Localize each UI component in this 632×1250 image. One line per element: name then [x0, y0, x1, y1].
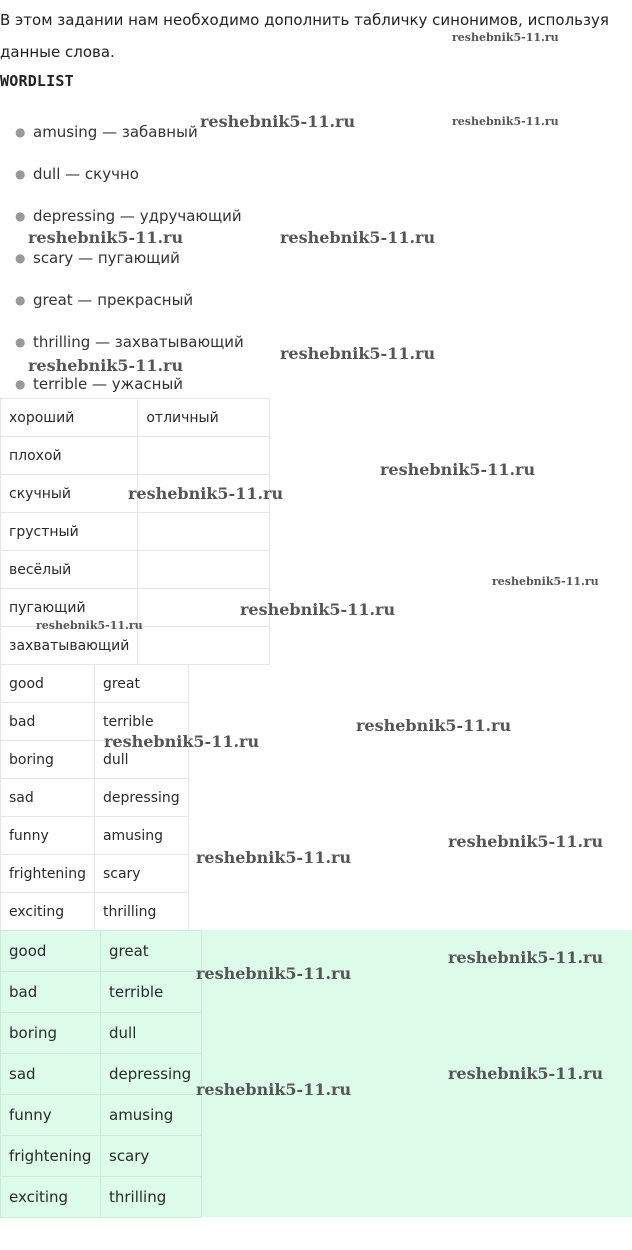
table-row [1, 1095, 202, 1136]
table-row [1, 513, 270, 551]
table-row [1, 627, 270, 665]
watermark: reshebnik5-11.ru [196, 1080, 352, 1099]
table-row [1, 437, 270, 475]
table-cell [138, 437, 270, 475]
table-cell: funny [1, 817, 95, 855]
watermark: reshebnik5-11.ru [28, 228, 184, 247]
table-cell: great [101, 931, 202, 972]
intro-text: В этом задании нам необходимо дополнить табличку синонимов, используя данные слова. [0, 11, 609, 61]
watermark: reshebnik5-11.ru [356, 716, 512, 735]
table-cell: хороший [1, 399, 138, 437]
table-cell: frightening [1, 1136, 101, 1177]
table-cell: sad [1, 1054, 101, 1095]
table-row [1, 972, 202, 1013]
table-cell: scary [94, 855, 188, 893]
wordlist-item-text: amusing — забавный [33, 123, 198, 141]
wordlist-item-text: dull — скучно [33, 165, 139, 183]
table-cell: funny [1, 1095, 101, 1136]
wordlist-item [0, 160, 244, 202]
table-cell: весёлый [1, 551, 138, 589]
bullet-icon: ● [15, 335, 26, 349]
table-cell [138, 513, 270, 551]
bullet-icon: ● [15, 167, 26, 181]
table-cell: отличный [138, 399, 270, 437]
table-cell: грустный [1, 513, 138, 551]
watermark: reshebnik5-11.ru [196, 964, 352, 983]
bullet-icon: ● [15, 377, 26, 391]
table-cell: amusing [94, 817, 188, 855]
wordlist-item [0, 244, 244, 286]
wordlist-item-text: scary — пугающий [33, 249, 180, 267]
table-cell: скучный [1, 475, 138, 513]
table-row [1, 779, 189, 817]
table-cell: frightening [1, 855, 95, 893]
table-row [1, 817, 189, 855]
table-cell: плохой [1, 437, 138, 475]
table-cell: sad [1, 779, 95, 817]
watermark: reshebnik5-11.ru [280, 344, 436, 363]
table-cell: terrible [101, 972, 202, 1013]
watermark: reshebnik5-11.ru [452, 115, 559, 128]
table-row [1, 551, 270, 589]
watermark: reshebnik5-11.ru [196, 848, 352, 867]
table-cell: пугающий [1, 589, 138, 627]
table-row [1, 665, 189, 703]
watermark: reshebnik5-11.ru [128, 484, 284, 503]
table-cell: захватывающий [1, 627, 138, 665]
table-cell: good [1, 931, 101, 972]
table-cell: dull [101, 1013, 202, 1054]
table-row [1, 931, 202, 972]
bullet-icon: ● [15, 125, 26, 139]
table-cell: boring [1, 1013, 101, 1054]
table-row [1, 855, 189, 893]
bullet-icon: ● [15, 293, 26, 307]
table-cell: amusing [101, 1095, 202, 1136]
table-cell: exciting [1, 893, 95, 931]
watermark: reshebnik5-11.ru [380, 460, 536, 479]
watermark: reshebnik5-11.ru [28, 356, 184, 375]
wordlist-item-text: great — прекрасный [33, 291, 194, 309]
table-cell: great [94, 665, 188, 703]
watermark: reshebnik5-11.ru [492, 575, 599, 588]
answer-synonyms-table [0, 930, 202, 1218]
table-row [1, 1054, 202, 1095]
wordlist-item-text: terrible — ужасный [33, 375, 184, 393]
table-cell [138, 627, 270, 665]
table-row [1, 1013, 202, 1054]
watermark: reshebnik5-11.ru [280, 228, 436, 247]
table-cell: dull [94, 741, 188, 779]
table-cell: bad [1, 972, 101, 1013]
table-cell: thrilling [94, 893, 188, 931]
wordlist-heading: WORDLIST [0, 72, 74, 90]
watermark: reshebnik5-11.ru [240, 600, 396, 619]
table-cell: terrible [94, 703, 188, 741]
wordlist-item [0, 286, 244, 328]
watermark: reshebnik5-11.ru [104, 732, 260, 751]
table-cell: good [1, 665, 95, 703]
watermark: reshebnik5-11.ru [448, 948, 604, 967]
table-row [1, 1177, 202, 1218]
table-cell: depressing [101, 1054, 202, 1095]
watermark: reshebnik5-11.ru [200, 112, 356, 131]
table-cell: bad [1, 703, 95, 741]
watermark: reshebnik5-11.ru [448, 1064, 604, 1083]
table-cell: depressing [94, 779, 188, 817]
table-row [1, 399, 270, 437]
watermark: reshebnik5-11.ru [448, 832, 604, 851]
table-row [1, 893, 189, 931]
wordlist-item-text: thrilling — захватывающий [33, 333, 244, 351]
watermark: reshebnik5-11.ru [452, 31, 559, 44]
wordlist-item-text: depressing — удручающий [33, 207, 242, 225]
table-row [1, 1136, 202, 1177]
table-cell: scary [101, 1136, 202, 1177]
table-cell [138, 551, 270, 589]
table-cell: exciting [1, 1177, 101, 1218]
watermark: reshebnik5-11.ru [36, 619, 143, 632]
english-synonyms-table [0, 664, 189, 931]
bullet-icon: ● [15, 251, 26, 265]
table-cell: thrilling [101, 1177, 202, 1218]
table-cell: boring [1, 741, 95, 779]
bullet-icon: ● [15, 209, 26, 223]
